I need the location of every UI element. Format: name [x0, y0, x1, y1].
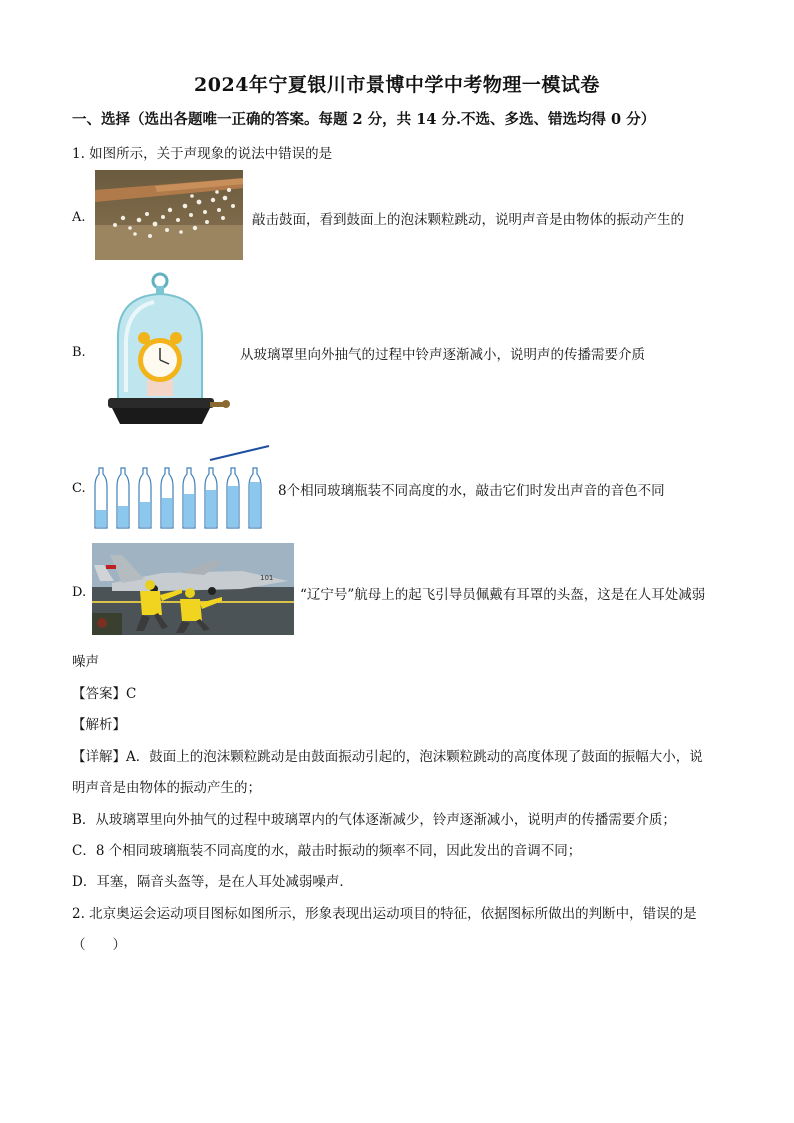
svg-text:101: 101 — [260, 574, 274, 582]
detail-line-1: 【详解】A．鼓面上的泡沫颗粒跳动是由鼓面振动引起的，泡沫颗粒跳动的高度体现了鼓面的振幅大小，说 — [72, 749, 703, 765]
option-a-text: 敲击鼓面，看到鼓面上的泡沫颗粒跳动，说明声音是由物体的振动产生的 — [252, 212, 684, 228]
analysis-label: 【解析】 — [72, 717, 126, 733]
option-d-text-continued: 噪声 — [72, 654, 99, 670]
drum-foam-particles-image — [95, 170, 243, 260]
question-2-stem: 2. 北京奥运会运动项目图标如图所示，形象表现出运动项目的特征，依据图标所做出的判断中，错误的是 — [72, 906, 697, 922]
question-2-blank: （ ） — [72, 937, 126, 953]
detail-line-2: 明声音是由物体的振动产生的； — [72, 780, 261, 796]
section-heading: 一、选择（选出各题唯一正确的答案。每题 2 分，共 14 分.不选、多选、错选均得 0 分） — [72, 111, 656, 128]
option-b-letter: B. — [72, 345, 86, 360]
water-bottles-image — [92, 442, 272, 532]
option-b-text: 从玻璃罩里向外抽气的过程中铃声逐渐减小，说明声的传播需要介质 — [240, 347, 645, 363]
aircraft-carrier-deck-crew-image — [92, 543, 294, 635]
option-c-text: 8个相同玻璃瓶装不同高度的水，敲击它们时发出声音的音色不同 — [278, 483, 665, 499]
detail-line-3: B．从玻璃罩里向外抽气的过程中玻璃罩内的气体逐渐减少，铃声逐渐减小，说明声的传播需要介质； — [72, 812, 676, 828]
question-1-stem: 1. 如图所示，关于声现象的说法中错误的是 — [72, 146, 333, 162]
detail-line-5: D．耳塞，隔音头盔等，是在人耳处减弱噪声． — [72, 874, 353, 890]
detail-line-4: C．8 个相同玻璃瓶装不同高度的水，敲击时振动的频率不同，因此发出的音调不同； — [72, 843, 582, 859]
answer-line: 【答案】C — [72, 686, 137, 702]
option-c-letter: C. — [72, 481, 86, 496]
option-d-text: “辽宁号”航母上的起飞引导员佩戴有耳罩的头盔，这是在人耳处减弱 — [300, 587, 706, 603]
option-d-letter: D. — [72, 585, 87, 600]
bell-jar-alarm-clock-image — [104, 272, 232, 434]
option-a-letter: A. — [72, 210, 86, 225]
jet-number-text — [260, 574, 273, 582]
page-title: 2024年宁夏银川市景博中学中考物理一模试卷 — [194, 74, 600, 96]
